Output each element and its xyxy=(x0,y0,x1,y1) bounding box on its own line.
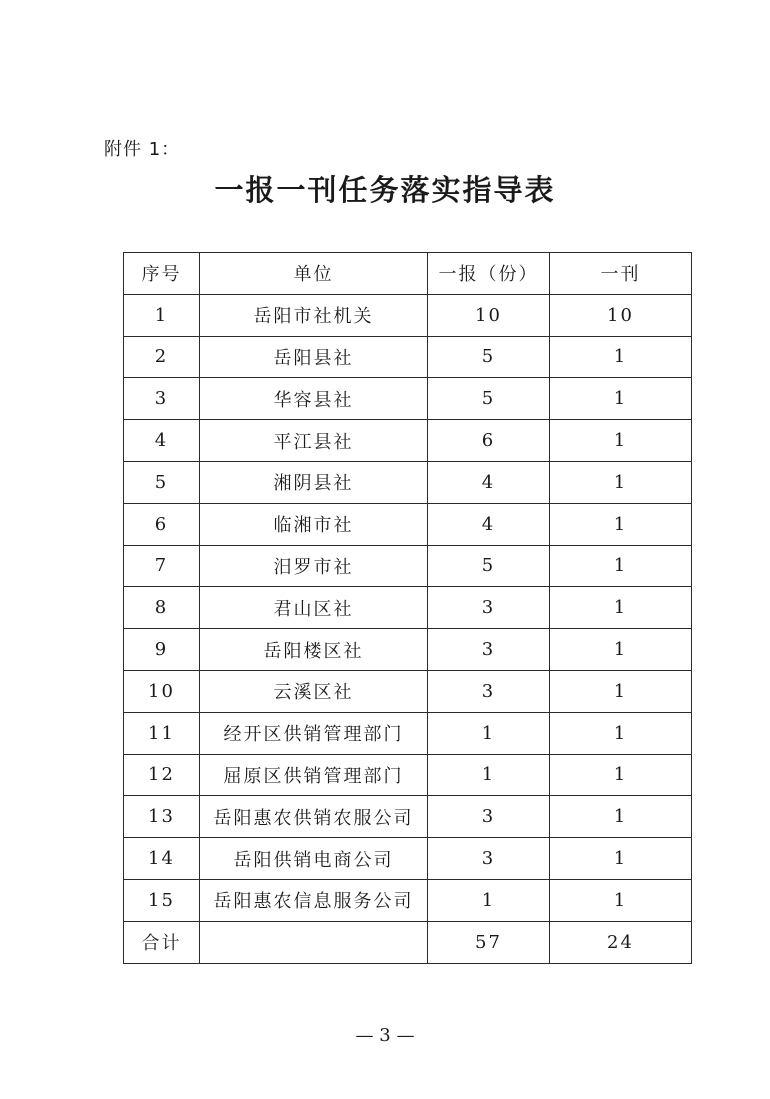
header-unit: 单位 xyxy=(200,253,428,295)
cell-index: 8 xyxy=(124,587,200,629)
header-journal: 一刊 xyxy=(550,253,692,295)
cell-newspaper: 3 xyxy=(428,796,550,838)
cell-journal: 1 xyxy=(550,420,692,462)
cell-unit xyxy=(200,921,428,963)
cell-unit: 临湘市社 xyxy=(200,503,428,545)
cell-journal: 1 xyxy=(550,336,692,378)
cell-journal: 1 xyxy=(550,587,692,629)
page-number: — 3 — xyxy=(355,1025,415,1046)
table-row xyxy=(124,712,692,754)
attachment-label: 附件 1： xyxy=(104,139,181,160)
cell-newspaper: 5 xyxy=(428,336,550,378)
table-body xyxy=(124,294,692,963)
cell-newspaper: 4 xyxy=(428,461,550,503)
cell-index: 10 xyxy=(124,670,200,712)
cell-newspaper: 6 xyxy=(428,420,550,462)
document-title: 一报一刊任务落实指导表 xyxy=(214,173,556,207)
cell-journal: 1 xyxy=(550,461,692,503)
table-row xyxy=(124,378,692,420)
cell-unit: 平江县社 xyxy=(200,420,428,462)
total-row xyxy=(124,921,692,963)
cell-newspaper: 5 xyxy=(428,378,550,420)
cell-newspaper: 3 xyxy=(428,587,550,629)
task-table xyxy=(123,252,692,964)
cell-journal: 24 xyxy=(550,921,692,963)
cell-index: 11 xyxy=(124,712,200,754)
cell-newspaper: 57 xyxy=(428,921,550,963)
table-row xyxy=(124,545,692,587)
cell-newspaper: 1 xyxy=(428,754,550,796)
cell-unit: 湘阴县社 xyxy=(200,461,428,503)
header-newspaper: 一报（份） xyxy=(428,253,550,295)
table-row xyxy=(124,587,692,629)
cell-index: 3 xyxy=(124,378,200,420)
cell-journal: 1 xyxy=(550,670,692,712)
cell-index: 4 xyxy=(124,420,200,462)
cell-unit: 华容县社 xyxy=(200,378,428,420)
cell-journal: 1 xyxy=(550,838,692,880)
total-label: 合计 xyxy=(124,921,200,963)
cell-journal: 1 xyxy=(550,754,692,796)
cell-newspaper: 5 xyxy=(428,545,550,587)
cell-unit: 屈原区供销管理部门 xyxy=(200,754,428,796)
table-row xyxy=(124,838,692,880)
table-row xyxy=(124,796,692,838)
cell-index: 9 xyxy=(124,629,200,671)
header-index: 序号 xyxy=(124,253,200,295)
table-row xyxy=(124,879,692,921)
cell-index: 5 xyxy=(124,461,200,503)
cell-index: 13 xyxy=(124,796,200,838)
table-row xyxy=(124,336,692,378)
cell-journal: 1 xyxy=(550,712,692,754)
cell-unit: 岳阳惠农信息服务公司 xyxy=(200,879,428,921)
table-row xyxy=(124,420,692,462)
table-row xyxy=(124,503,692,545)
cell-newspaper: 3 xyxy=(428,838,550,880)
cell-unit: 汨罗市社 xyxy=(200,545,428,587)
cell-index: 14 xyxy=(124,838,200,880)
cell-journal: 10 xyxy=(550,294,692,336)
cell-journal: 1 xyxy=(550,879,692,921)
table-header-row xyxy=(124,253,692,295)
cell-unit: 岳阳县社 xyxy=(200,336,428,378)
cell-index: 12 xyxy=(124,754,200,796)
cell-journal: 1 xyxy=(550,503,692,545)
cell-journal: 1 xyxy=(550,545,692,587)
cell-newspaper: 3 xyxy=(428,629,550,671)
cell-journal: 1 xyxy=(550,796,692,838)
cell-newspaper: 1 xyxy=(428,712,550,754)
cell-index: 6 xyxy=(124,503,200,545)
cell-newspaper: 10 xyxy=(428,294,550,336)
cell-unit: 岳阳楼区社 xyxy=(200,629,428,671)
cell-index: 7 xyxy=(124,545,200,587)
cell-index: 2 xyxy=(124,336,200,378)
cell-unit: 岳阳供销电商公司 xyxy=(200,838,428,880)
cell-newspaper: 1 xyxy=(428,879,550,921)
cell-newspaper: 3 xyxy=(428,670,550,712)
cell-unit: 岳阳惠农供销农服公司 xyxy=(200,796,428,838)
cell-unit: 君山区社 xyxy=(200,587,428,629)
table-row xyxy=(124,754,692,796)
cell-index: 15 xyxy=(124,879,200,921)
table-row xyxy=(124,294,692,336)
table-row xyxy=(124,461,692,503)
table-row xyxy=(124,670,692,712)
cell-unit: 经开区供销管理部门 xyxy=(200,712,428,754)
cell-newspaper: 4 xyxy=(428,503,550,545)
cell-journal: 1 xyxy=(550,629,692,671)
cell-unit: 岳阳市社机关 xyxy=(200,294,428,336)
cell-unit: 云溪区社 xyxy=(200,670,428,712)
cell-journal: 1 xyxy=(550,378,692,420)
cell-index: 1 xyxy=(124,294,200,336)
table-row xyxy=(124,629,692,671)
